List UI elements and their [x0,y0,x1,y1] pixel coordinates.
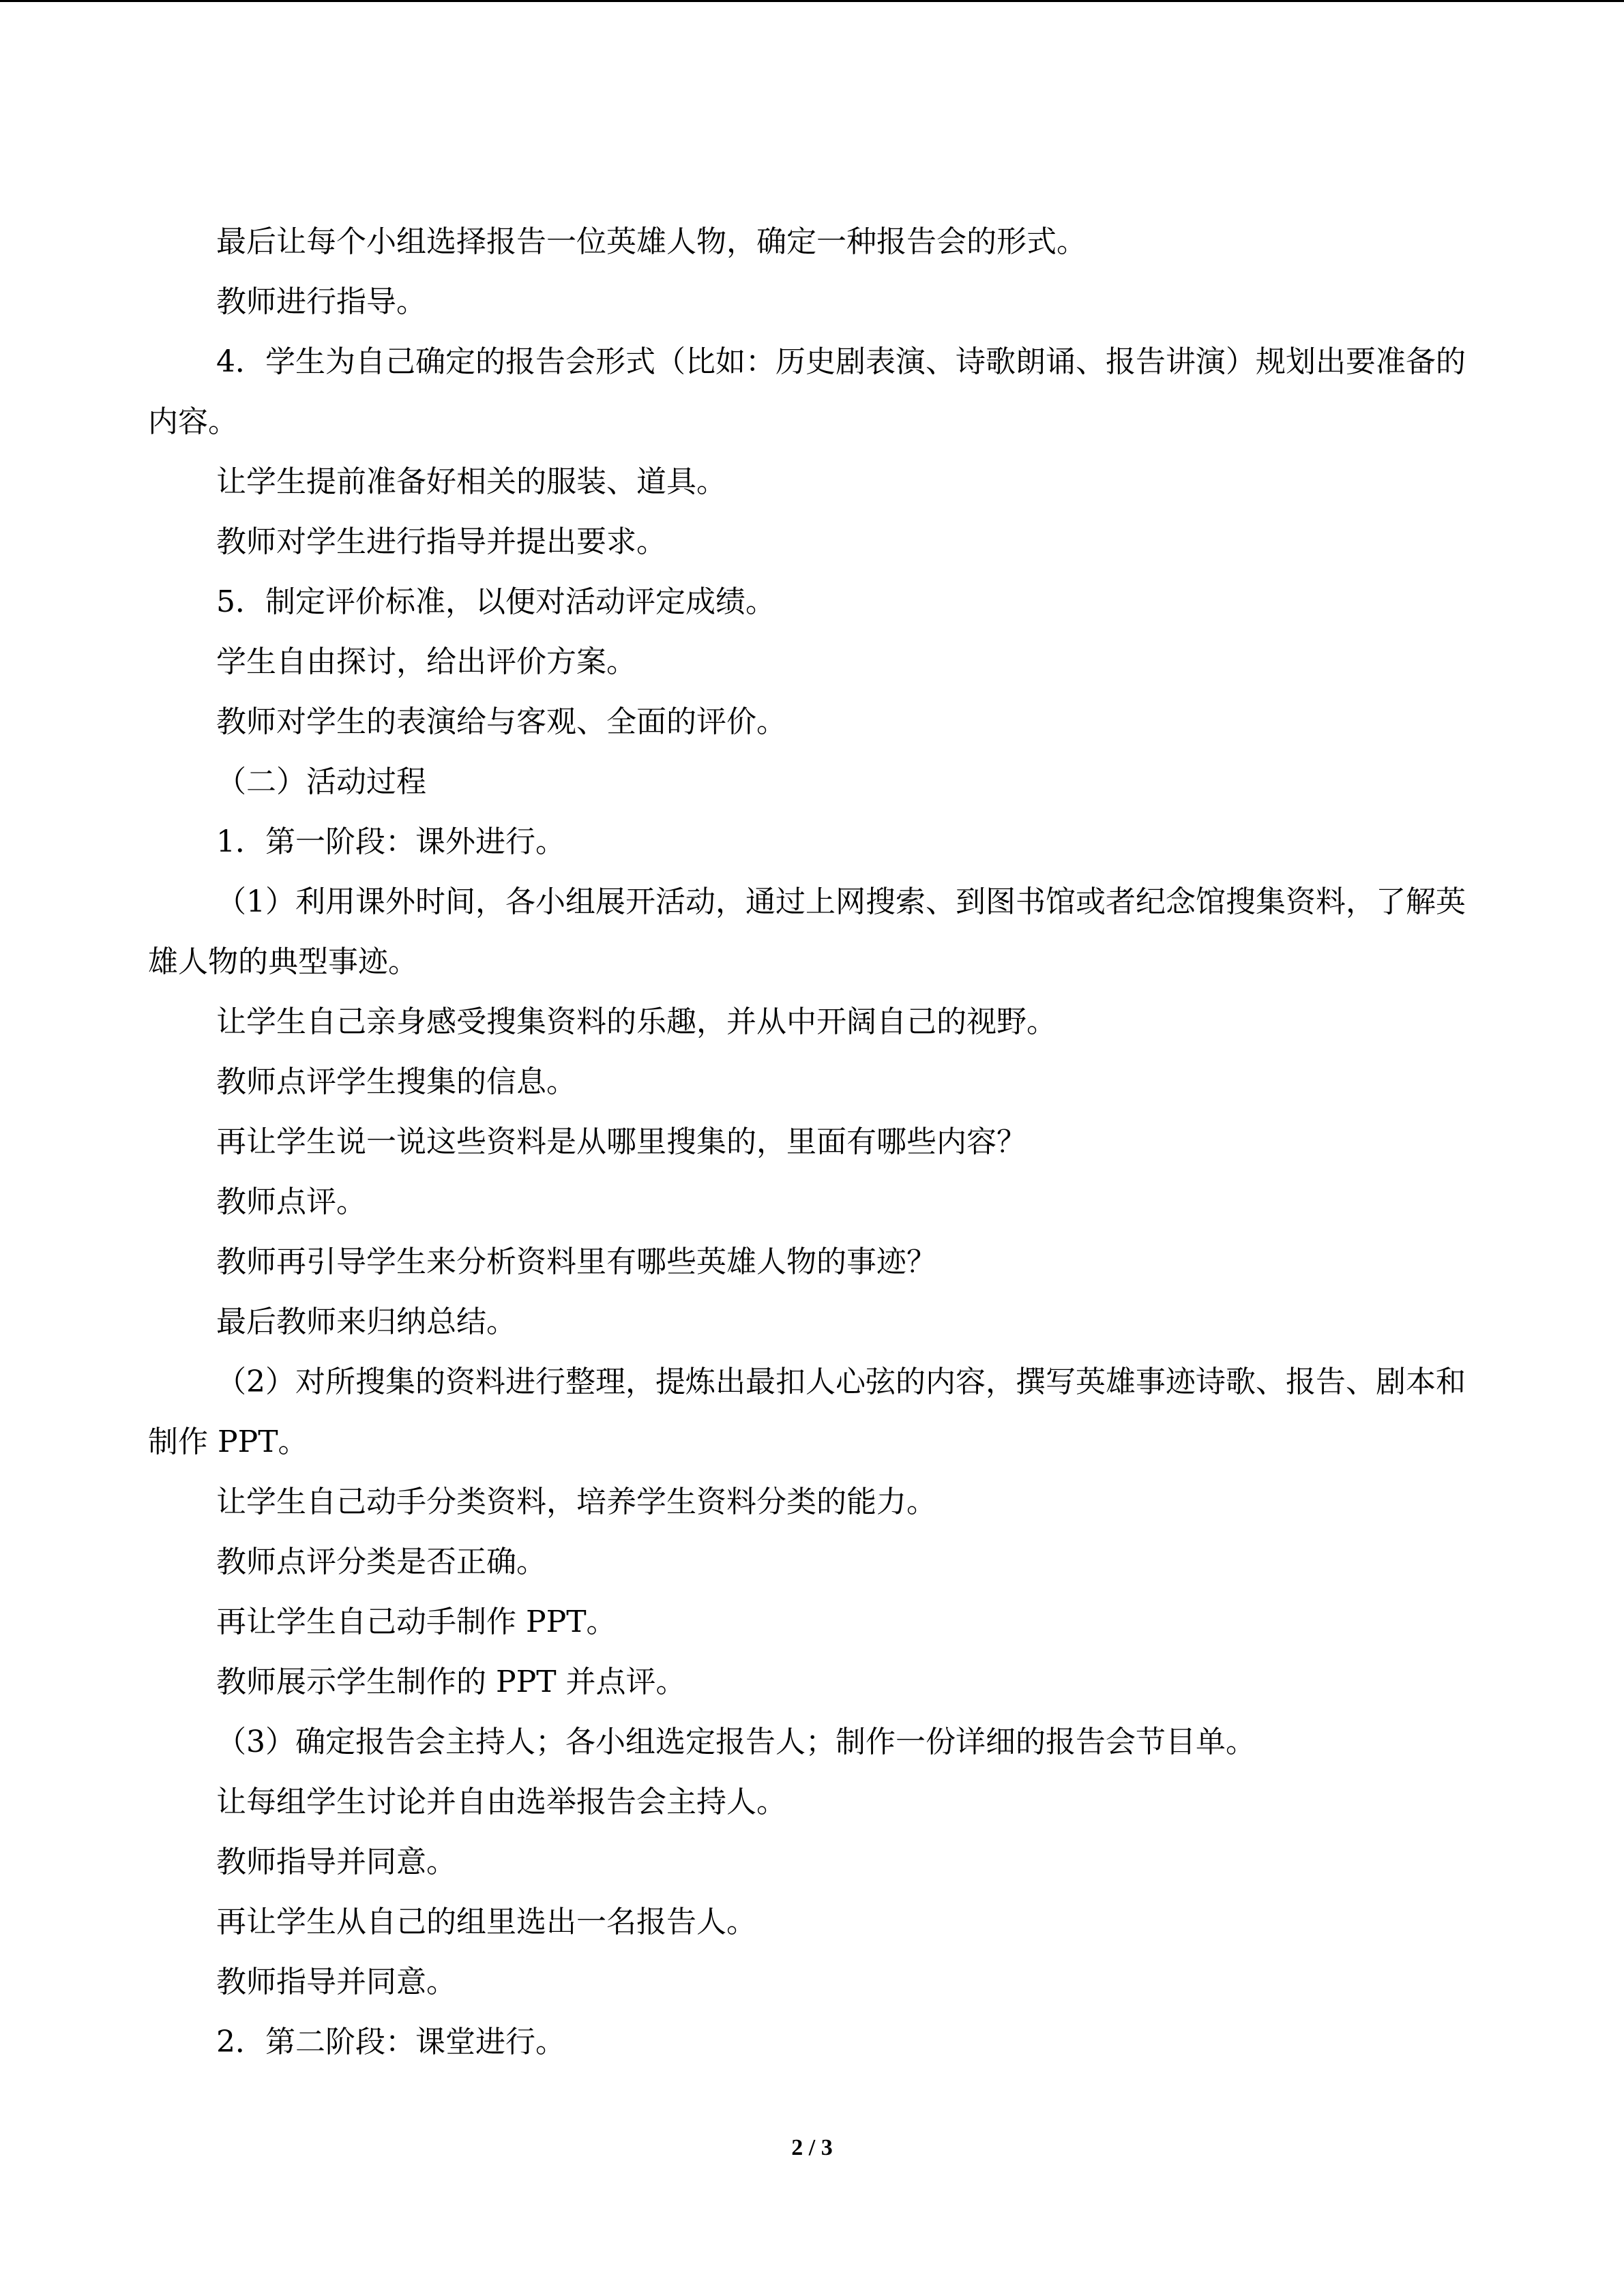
paragraph: （2）对所搜集的资料进行整理，提炼出最扣人心弦的内容，撰写英雄事迹诗歌、报告、剧本和制作 PPT。 [148,1365,1466,1459]
paragraph: 再让学生说一说这些资料是从哪里搜集的，里面有哪些内容？ [216,1124,1027,1159]
paragraph: （1）利用课外时间，各小组展开活动，通过上网搜索、到图书馆或者纪念馆搜集资料，了解英雄人物的典型事迹。 [148,884,1466,979]
paragraph: 教师点评分类是否正确。 [216,1545,546,1579]
section-heading: （二）活动过程 [216,764,426,799]
paragraph: 学生自由探讨，给出评价方案。 [216,644,636,679]
paragraph: 再让学生从自己的组里选出一名报告人。 [216,1905,756,1939]
paragraph: 2．第二阶段：课堂进行。 [216,2025,565,2059]
paragraph: 教师点评。 [216,1184,366,1219]
page-number: 2 / 3 [791,2135,833,2160]
paragraph: 让学生提前准备好相关的服装、道具。 [216,464,726,499]
paragraph: 教师指导并同意。 [216,1965,456,1999]
paragraph: 让学生自己亲身感受搜集资料的乐趣，并从中开阔自己的视野。 [216,1004,1057,1039]
paragraph: 教师对学生进行指导并提出要求。 [216,524,666,559]
paragraph: 教师点评学生搜集的信息。 [216,1064,576,1099]
paragraph: 最后教师来归纳总结。 [216,1304,516,1339]
paragraph: 教师再引导学生来分析资料里有哪些英雄人物的事迹？ [216,1244,936,1279]
paragraph: 让每组学生讨论并自由选举报告会主持人。 [216,1785,786,1819]
paragraph: 教师展示学生制作的 PPT 并点评。 [216,1665,686,1699]
paragraph: （3）确定报告会主持人；各小组选定报告人；制作一份详细的报告会节目单。 [216,1725,1256,1759]
paragraph: 1．第一阶段：课外进行。 [216,824,565,859]
document-body [148,212,1478,2072]
paragraph: 最后让每个小组选择报告一位英雄人物，确定一种报告会的形式。 [216,224,1087,259]
paragraph: 让学生自己动手分类资料，培养学生资料分类的能力。 [216,1485,936,1519]
paragraph: 教师进行指导。 [216,284,426,319]
paragraph: 再让学生自己动手制作 PPT。 [216,1605,617,1639]
paragraph: 教师指导并同意。 [216,1845,456,1879]
paragraph: 教师对学生的表演给与客观、全面的评价。 [216,704,786,739]
paragraph: 5．制定评价标准，以便对活动评定成绩。 [216,584,776,619]
paragraph: 4．学生为自己确定的报告会形式（比如：历史剧表演、诗歌朗诵、报告讲演）规划出要准备的内容。 [148,344,1466,439]
